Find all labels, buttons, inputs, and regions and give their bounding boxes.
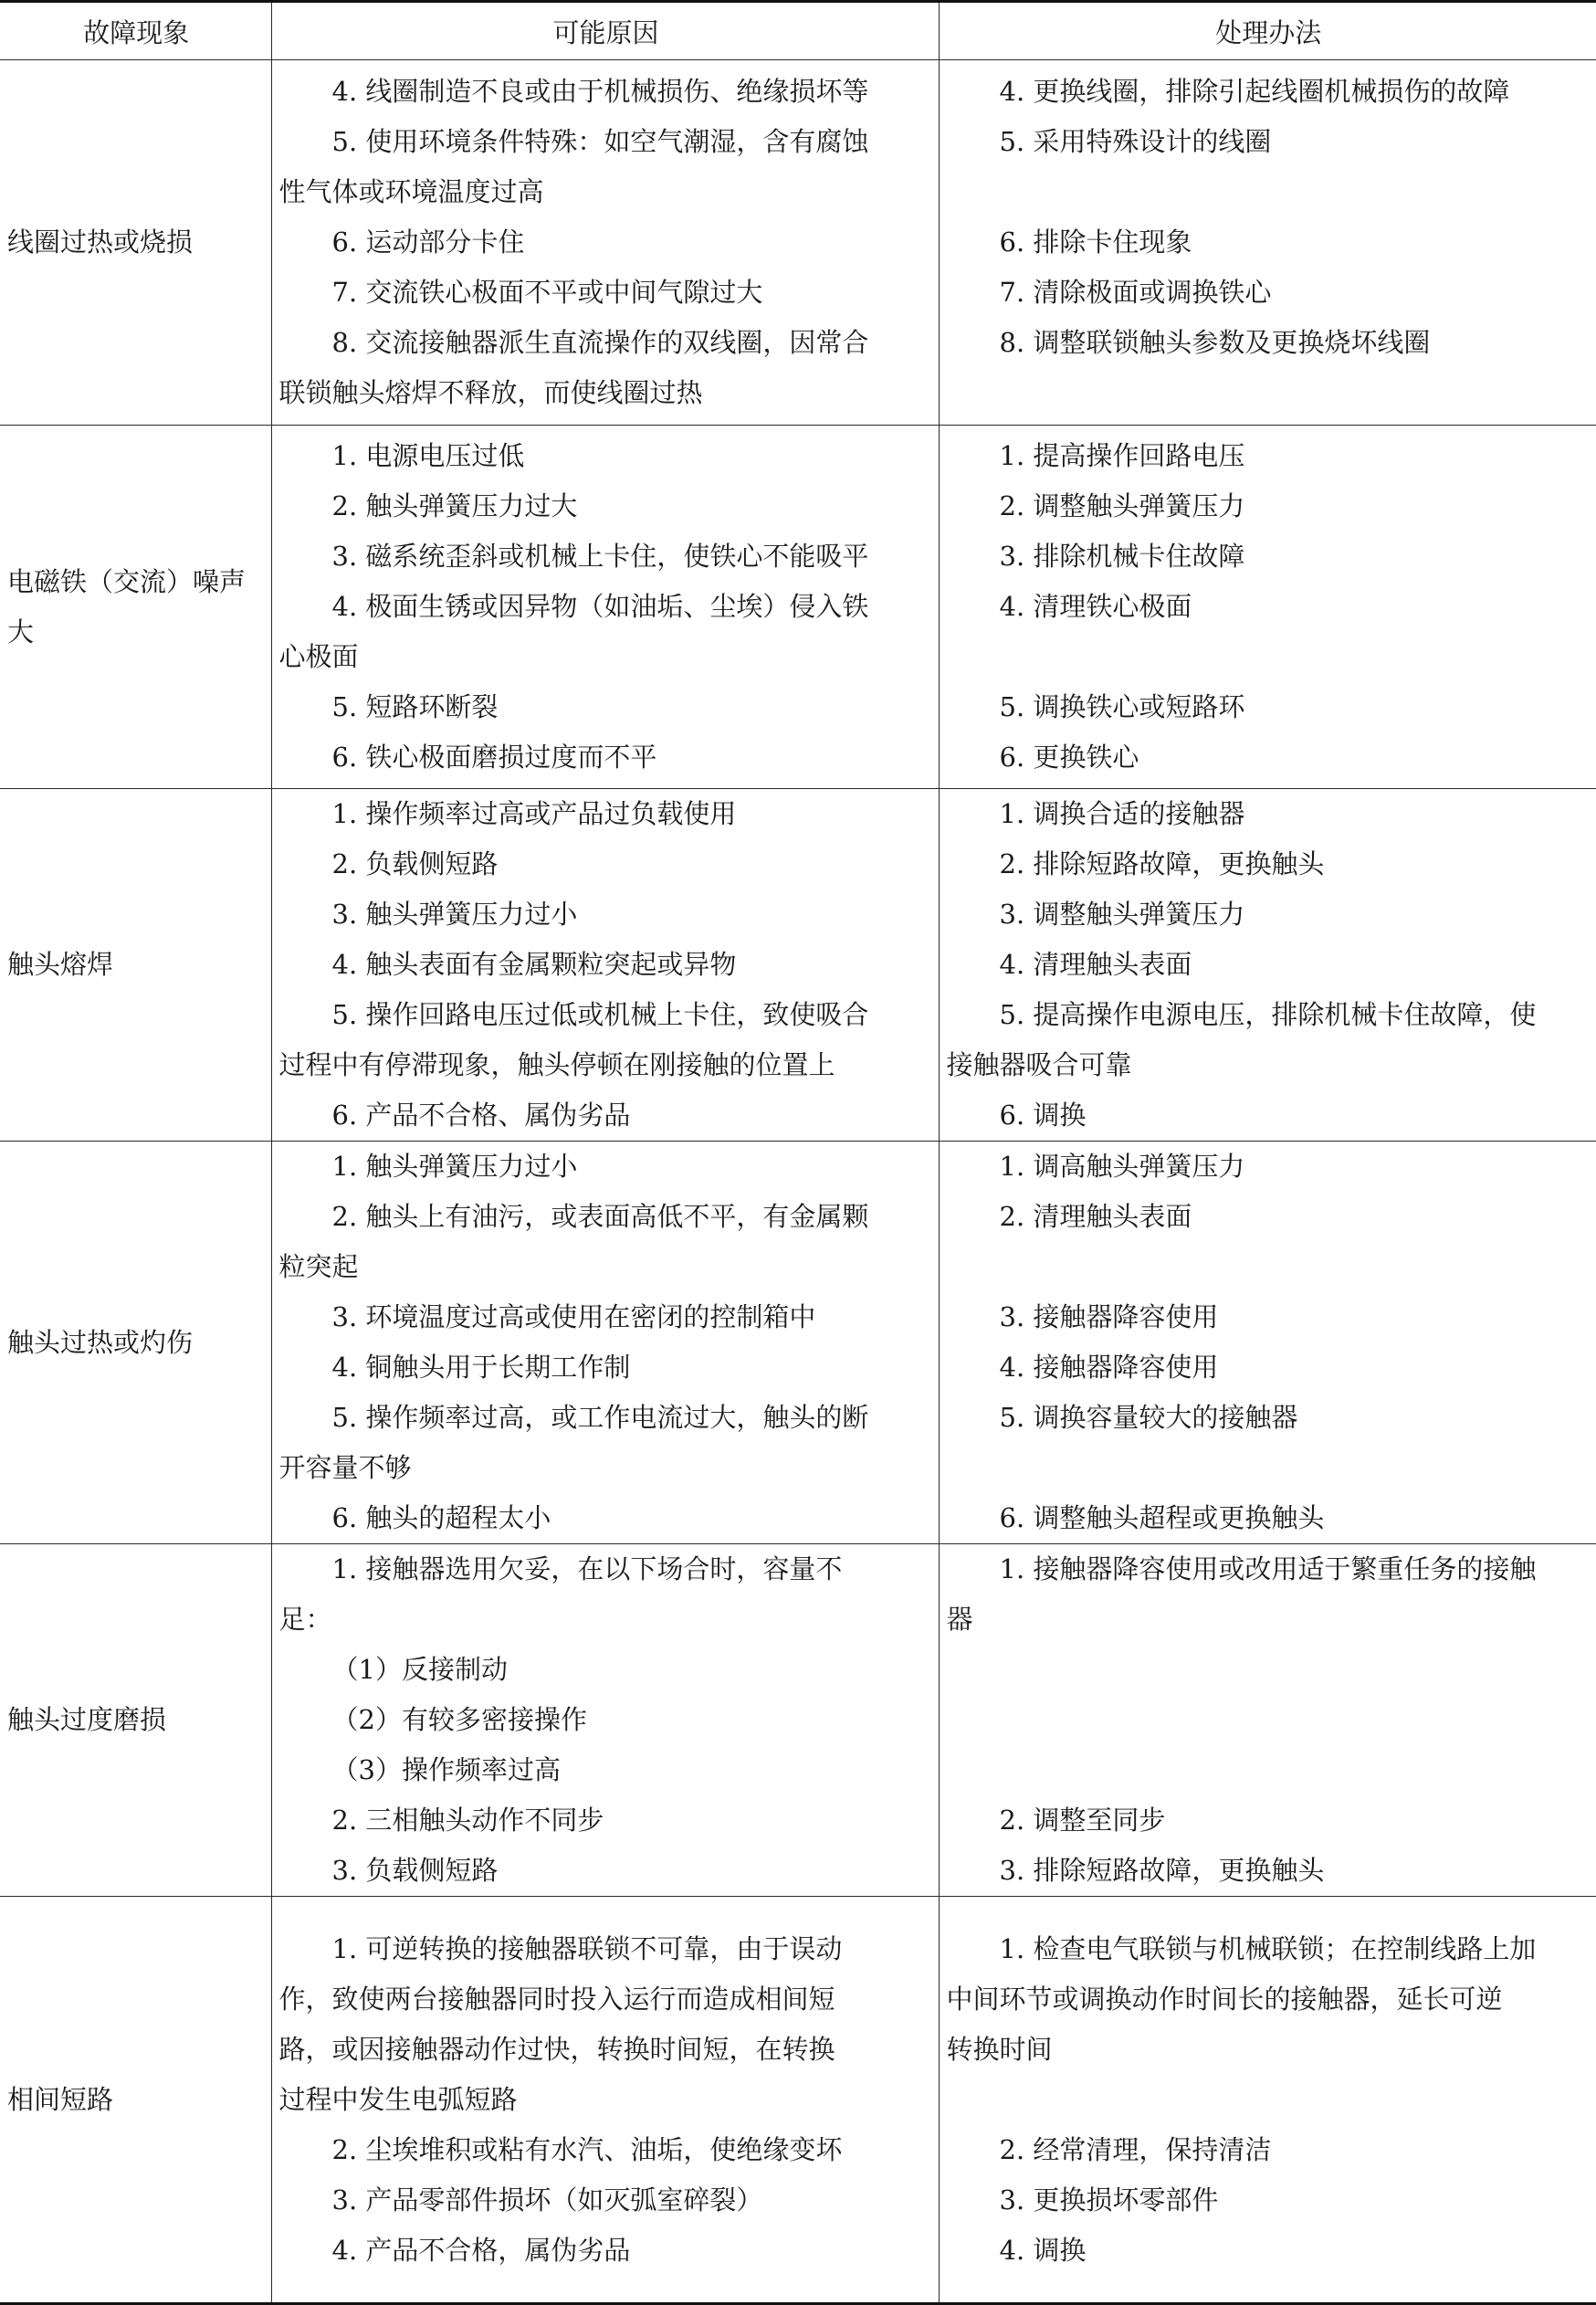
cause-line: 3. 负载侧短路	[331, 1855, 499, 1886]
table-row	[0, 789, 1596, 1142]
header-cause: 可能原因	[271, 2, 939, 60]
fix-line: 6. 调换	[999, 1100, 1087, 1131]
fix-line	[947, 1645, 1591, 1695]
cause-cell	[271, 60, 939, 426]
cause-line: 2. 触头上有油污，或表面高低不平，有金属颗	[331, 1201, 869, 1232]
fix-line	[947, 167, 1591, 217]
symptom-cell	[0, 1897, 271, 2304]
cause-line: 心极面	[278, 641, 359, 672]
cause-line: 5. 短路环断裂	[331, 691, 499, 722]
table-row	[0, 1897, 1596, 2304]
cause-line: 3. 触头弹簧压力过小	[331, 899, 578, 930]
fix-line: 4. 更换线圈，排除引起线圈机械损伤的故障	[999, 76, 1510, 107]
fix-line: 5. 调换铁心或短路环	[999, 691, 1245, 722]
cause-line: （2）有较多密接操作	[331, 1704, 587, 1735]
cause-line: 4. 产品不合格，属伪劣品	[331, 2234, 631, 2266]
fix-cell	[939, 1544, 1596, 1897]
cause-line: 8. 交流接触器派生直流操作的双线圈，因常合	[331, 327, 869, 358]
fix-line: 3. 接触器降容使用	[999, 1301, 1219, 1332]
cause-line: 6. 运动部分卡住	[331, 226, 525, 258]
cause-line: 1. 接触器选用欠妥，在以下场合时，容量不	[331, 1553, 843, 1584]
fix-cell	[939, 789, 1596, 1142]
cause-line: 开容量不够	[278, 1452, 412, 1483]
fix-line: 中间环节或调换动作时间长的接触器，延长可逆	[946, 1983, 1503, 2015]
fix-line	[947, 1242, 1591, 1292]
fix-cell	[939, 1897, 1596, 2304]
cause-line: 2. 三相触头动作不同步	[331, 1805, 604, 1836]
fix-line: 6. 调整触头超程或更换触头	[999, 1502, 1325, 1533]
cause-line: 足：	[278, 1604, 332, 1635]
fix-line: 7. 清除极面或调换铁心	[999, 277, 1272, 308]
fix-line: 1. 接触器降容使用或改用适于繁重任务的接触	[999, 1553, 1537, 1584]
symptom-cell	[0, 1142, 271, 1544]
cause-line: 粒突起	[278, 1251, 359, 1282]
cause-line: 性气体或环境温度过高	[278, 176, 544, 207]
cause-cell	[271, 1142, 939, 1544]
fix-line: 3. 调整触头弹簧压力	[999, 899, 1245, 930]
cause-line: 6. 产品不合格、属伪劣品	[331, 1100, 631, 1131]
fix-line	[947, 1443, 1591, 1493]
header-symptom: 故障现象	[0, 2, 271, 60]
fix-line	[947, 632, 1591, 682]
fix-line: 4. 清理触头表面	[999, 949, 1192, 980]
cause-line: 1. 触头弹簧压力过小	[331, 1151, 578, 1182]
symptom-text: 触头熔焊	[7, 949, 114, 980]
cause-line: （1）反接制动	[331, 1654, 508, 1685]
cause-cell	[271, 789, 939, 1142]
fix-line: 2. 排除短路故障，更换触头	[999, 848, 1325, 879]
fix-line: 5. 采用特殊设计的线圈	[999, 126, 1272, 157]
cause-line: 4. 触头表面有金属颗粒突起或异物	[331, 949, 737, 980]
cause-line: 1. 电源电压过低	[331, 440, 525, 471]
symptom-text: 触头过度磨损	[7, 1704, 167, 1735]
fix-line: 6. 排除卡住现象	[999, 226, 1192, 258]
cause-line: 1. 可逆转换的接触器联锁不可靠，由于误动	[331, 1932, 843, 1964]
cause-line: 4. 铜触头用于长期工作制	[331, 1352, 631, 1383]
cause-line: 5. 操作回路电压过低或机械上卡住，致使吸合	[331, 999, 869, 1030]
fix-line: 6. 更换铁心	[999, 742, 1139, 773]
cause-line: 4. 极面生锈或因异物（如油垢、尘埃）侵入铁	[331, 591, 869, 622]
cause-line: 路，或因接触器动作过快，转换时间短，在转换	[278, 2033, 835, 2065]
symptom-cell	[0, 1544, 271, 1897]
symptom-text: 相间短路	[7, 2083, 114, 2115]
fix-line	[947, 1745, 1591, 1795]
fix-line: 3. 排除机械卡住故障	[999, 541, 1245, 572]
fix-cell	[939, 426, 1596, 789]
fix-line	[947, 368, 1591, 418]
table-row	[0, 1142, 1596, 1544]
fix-line: 2. 调整至同步	[999, 1805, 1166, 1836]
fix-line: 3. 排除短路故障，更换触头	[999, 1855, 1325, 1886]
fix-line: 2. 经常清理，保持清洁	[999, 2133, 1272, 2165]
fix-line: 接触器吸合可靠	[946, 1049, 1132, 1080]
fix-line: 器	[946, 1604, 973, 1635]
fix-cell	[939, 1142, 1596, 1544]
fix-line: 1. 检查电气联锁与机械联锁；在控制线路上加	[999, 1932, 1537, 1964]
symptom-text: 电磁铁（交流）噪声大	[7, 565, 247, 647]
cause-line: 6. 铁心极面磨损过度而不平	[331, 742, 657, 773]
cause-line: 3. 环境温度过高或使用在密闭的控制箱中	[331, 1301, 816, 1332]
cause-line: 2. 触头弹簧压力过大	[331, 490, 578, 521]
fix-line: 5. 提高操作电源电压，排除机械卡住故障，使	[999, 999, 1537, 1030]
fix-line	[947, 2075, 1591, 2125]
symptom-cell	[0, 789, 271, 1142]
cause-line: 5. 使用环境条件特殊：如空气潮湿，含有腐蚀	[331, 126, 869, 157]
fix-line: 4. 清理铁心极面	[999, 591, 1192, 622]
cause-line: 3. 磁系统歪斜或机械上卡住，使铁心不能吸平	[331, 541, 869, 572]
symptom-cell	[0, 426, 271, 789]
fix-line: 5. 调换容量较大的接触器	[999, 1402, 1298, 1433]
fix-line: 8. 调整联锁触头参数及更换烧坏线圈	[999, 327, 1431, 358]
fix-line: 4. 调换	[999, 2234, 1087, 2266]
header-fix: 处理办法	[939, 2, 1596, 60]
fix-line: 1. 提高操作回路电压	[999, 440, 1245, 471]
fix-line: 4. 接触器降容使用	[999, 1352, 1219, 1383]
fix-line: 2. 清理触头表面	[999, 1201, 1192, 1232]
cause-line: 3. 产品零部件损坏（如灭弧室碎裂）	[331, 2184, 763, 2216]
cause-line: 作，致使两台接触器同时投入运行而造成相间短	[278, 1983, 835, 2015]
fix-line: 1. 调高触头弹簧压力	[999, 1151, 1245, 1182]
cause-cell	[271, 1897, 939, 2304]
cause-line: 4. 线圈制造不良或由于机械损伤、绝缘损坏等	[331, 76, 869, 107]
cause-line: 6. 触头的超程太小	[331, 1502, 551, 1533]
fix-line	[947, 1695, 1591, 1745]
cause-line: 联锁触头熔焊不释放，而使线圈过热	[278, 377, 703, 408]
fix-line: 1. 调换合适的接触器	[999, 798, 1245, 829]
fix-cell	[939, 60, 1596, 426]
header-row	[0, 2, 1596, 60]
table-row	[0, 426, 1596, 789]
cause-cell	[271, 1544, 939, 1897]
fix-line: 3. 更换损坏零部件	[999, 2184, 1219, 2216]
fix-line: 2. 调整触头弹簧压力	[999, 490, 1245, 521]
cause-line: 2. 负载侧短路	[331, 848, 499, 879]
table-row	[0, 60, 1596, 426]
symptom-cell	[0, 60, 271, 426]
cause-cell	[271, 426, 939, 789]
cause-line: 过程中有停滞现象，触头停顿在刚接触的位置上	[278, 1049, 835, 1080]
symptom-text: 线圈过热或烧损	[7, 226, 194, 258]
table-row	[0, 1544, 1596, 1897]
fix-line: 转换时间	[946, 2033, 1053, 2065]
symptom-text: 触头过热或灼伤	[7, 1326, 194, 1358]
cause-line: 过程中发生电弧短路	[278, 2083, 518, 2115]
cause-line: 2. 尘埃堆积或粘有水汽、油垢，使绝缘变坏	[331, 2133, 843, 2165]
cause-line: 5. 操作频率过高，或工作电流过大，触头的断	[331, 1402, 869, 1433]
cause-line: 7. 交流铁心极面不平或中间气隙过大	[331, 277, 763, 308]
cause-line: （3）操作频率过高	[331, 1754, 561, 1785]
cause-line: 1. 操作频率过高或产品过负载使用	[331, 798, 737, 829]
